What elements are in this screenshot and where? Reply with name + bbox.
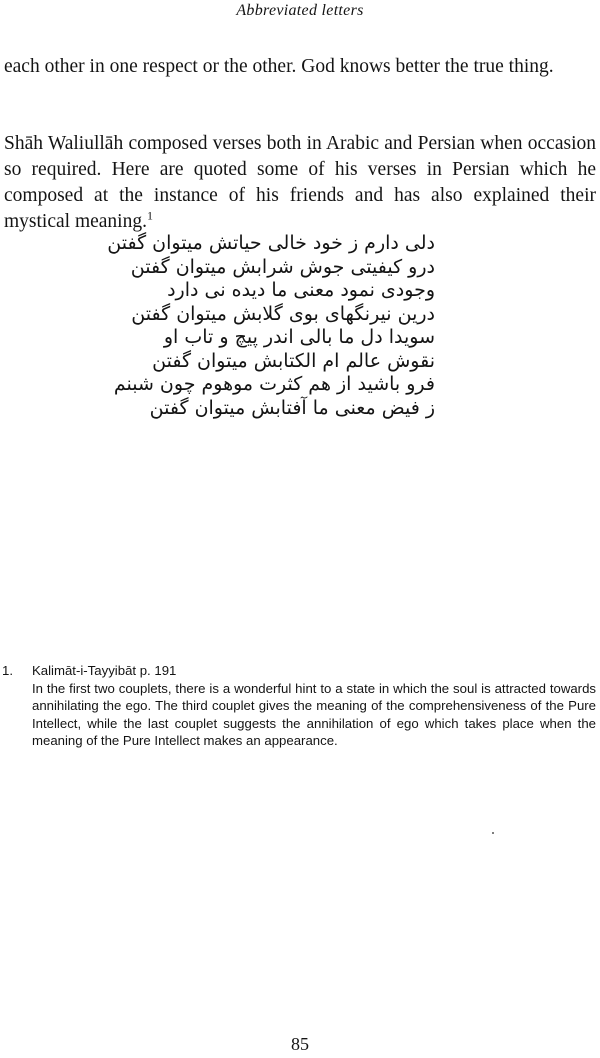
footnote-number: 1. [2,663,13,678]
page-number: 85 [291,1034,309,1054]
print-speck [492,832,494,834]
verse-line: ز فیض معنی ما آفتابش میتوان گفتن [149,396,435,419]
verse-line: درین نیرنگهای بوی گلابش میتوان گفتن [131,302,435,325]
footnote-reference: 1 [146,208,153,223]
verse-line: سویدا دل ما بالی اندر پیچ و تاب او [163,326,435,348]
footnote-text: In the first two couplets, there is a wonderful hint to a state in which the soul is attracted towards annihilating the ego. The third couplet gives the meaning of the comprehensiveness of the Pure Intellect, while the last couplet suggests the annihilation of ego which takes place when the meaning of the Pure Intellect makes an appearance. [32,680,596,748]
paragraph-continuation: each other in one respect or the other. God knows better the true thing. [4,56,554,77]
verse-line: نقوش عالم ام الکتابش میتوان گفتن [152,349,435,372]
verse-line: درو کیفیتی جوش شرابش میتوان گفتن [130,255,435,278]
footnote-source-line [2,662,596,680]
footnote [2,662,596,750]
persian-verses [107,232,435,420]
verse-line: دلی دارم ز خود خالی حیاتش میتوان گفتن [107,232,435,254]
verse-line: وجودی نمود معنی ما دیده نی دارد [167,279,435,301]
running-head: Abbreviated letters [236,2,364,19]
footnote-source: Kalimāt-i-Tayyibāt p. 191 [32,663,177,678]
paragraph-text: Shāh Waliullāh composed verses both in Arabic and Persian when occasion so required. Here are quoted some of his verses in Persian which he composed at the instance of his friends and has also explained their mystical meaning. [4,133,596,232]
verse-line: فرو باشید از هم کثرت موهوم چون شبنم [113,373,435,395]
paragraph-persian-verses-intro [4,131,596,235]
